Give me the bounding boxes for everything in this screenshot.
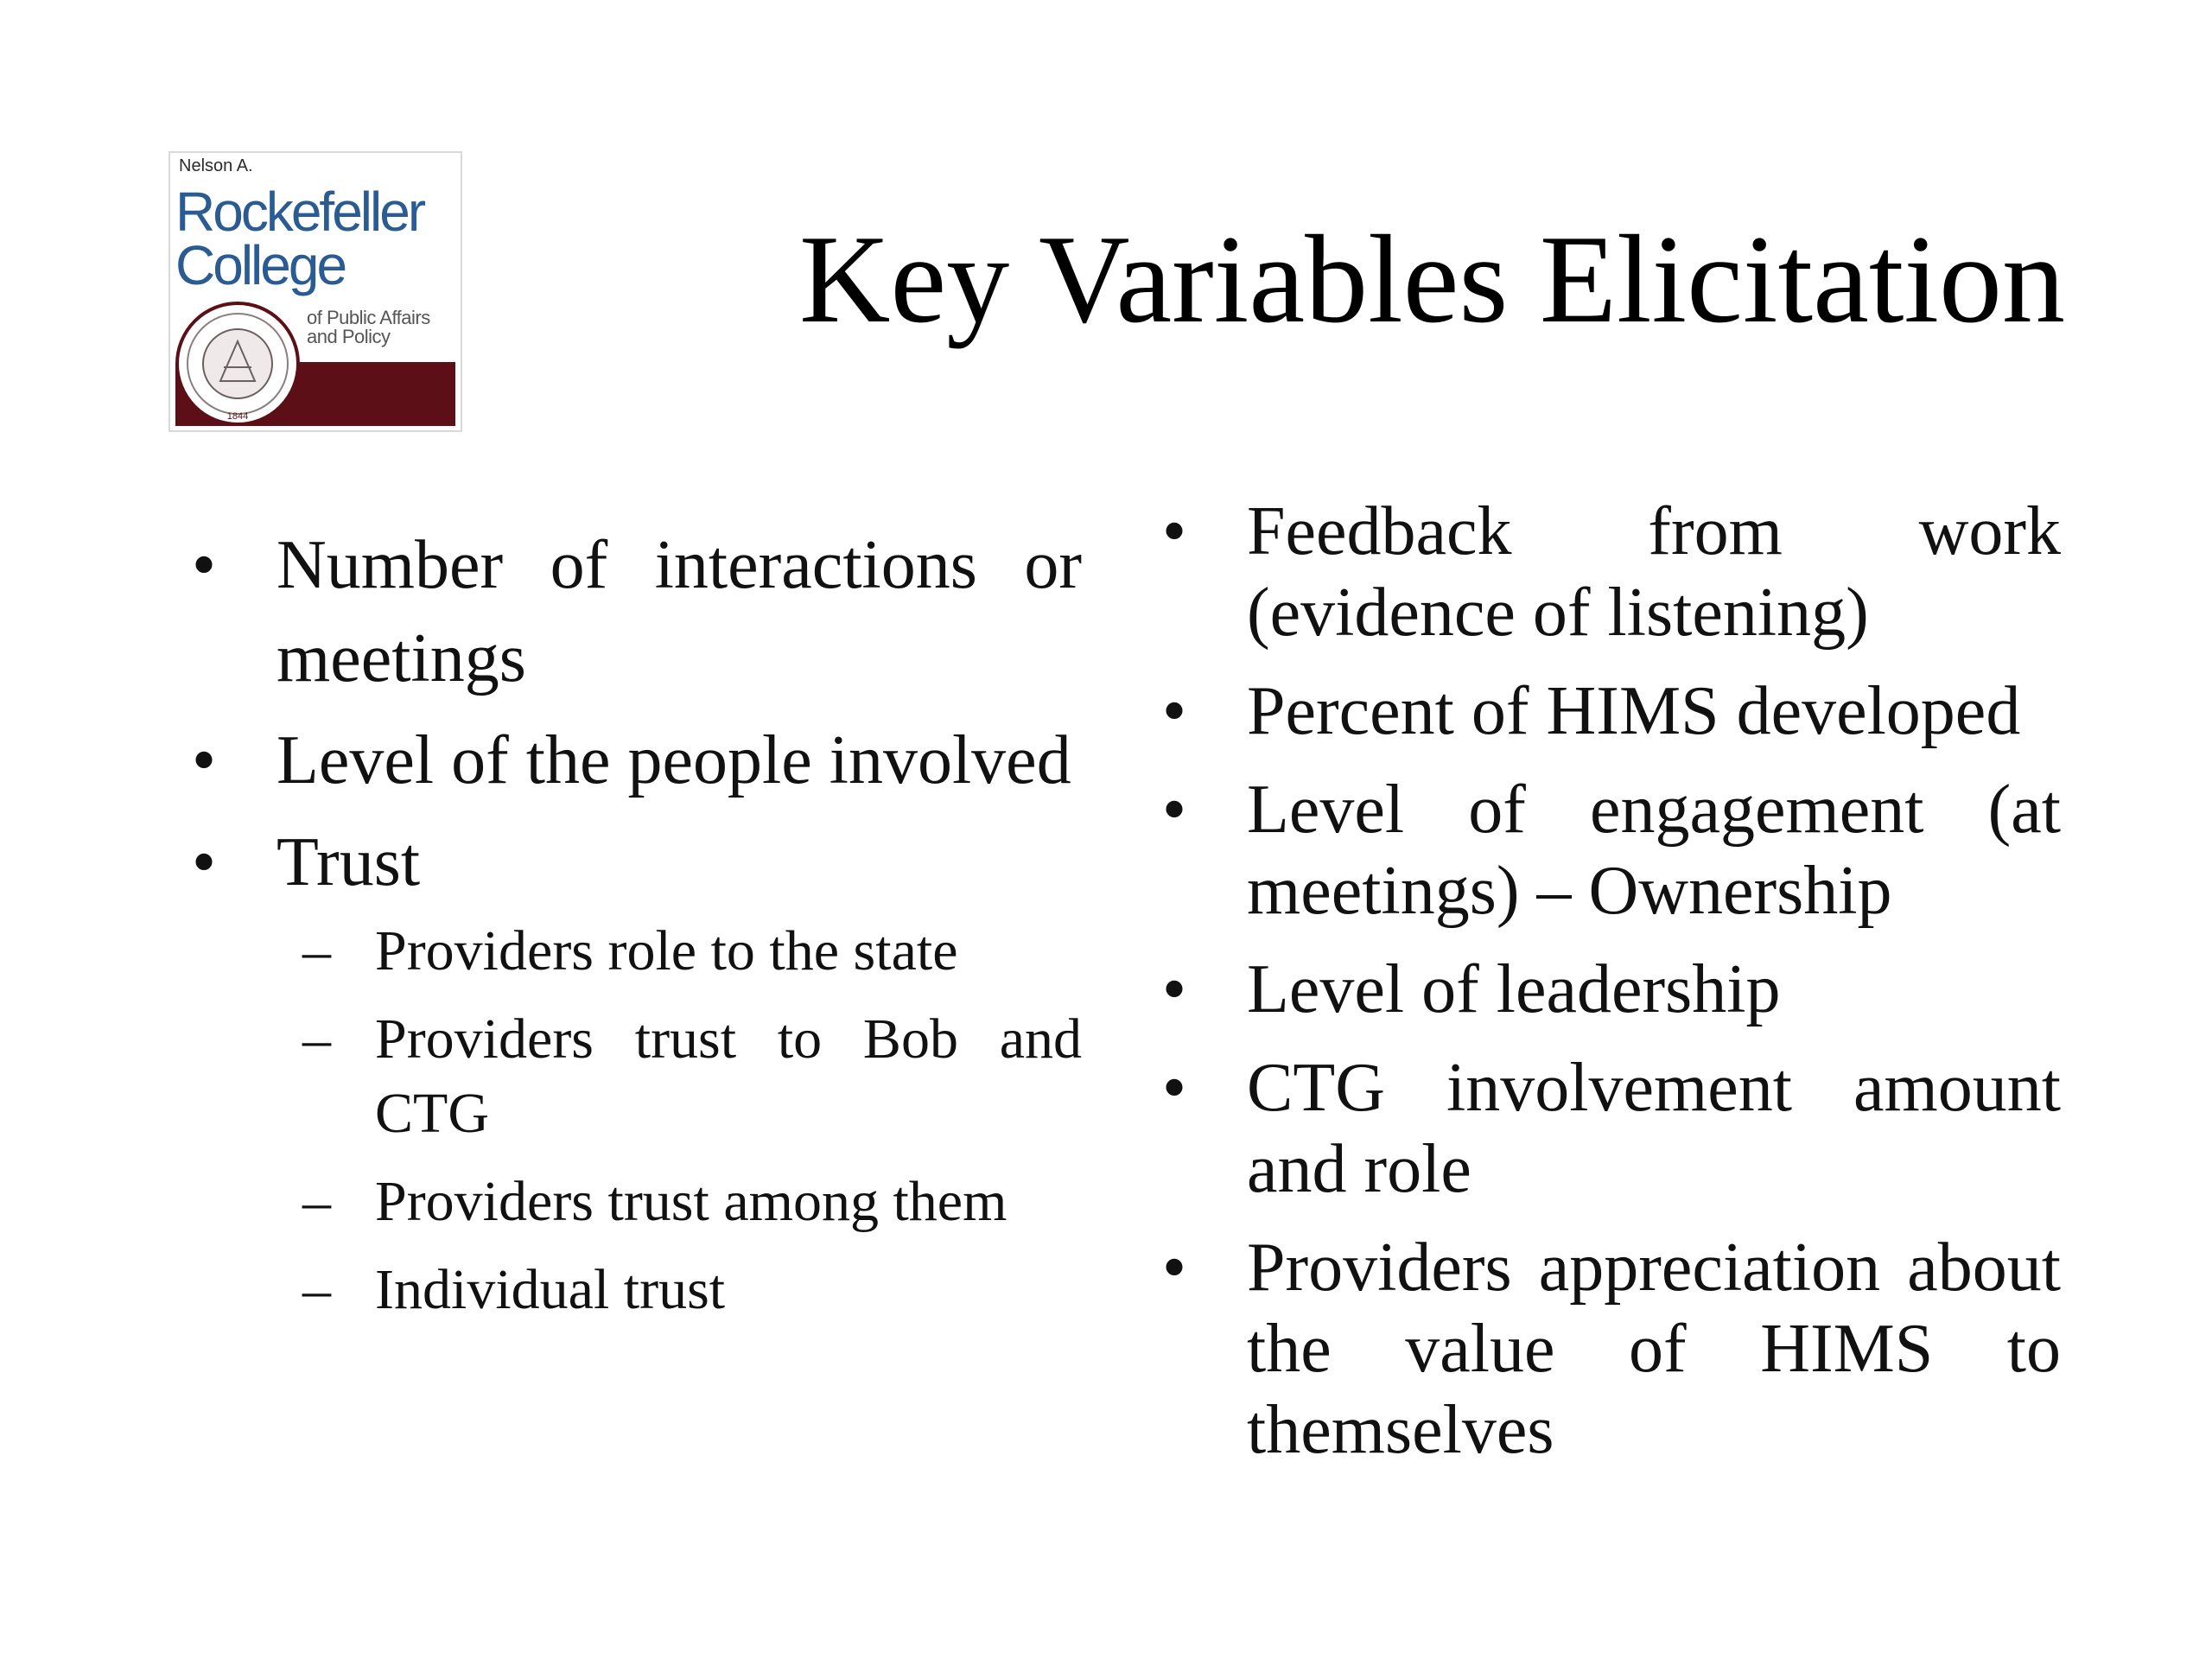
- logo-name-line1: Rockefeller: [175, 181, 424, 243]
- sub-bullet-item: [192, 1253, 1082, 1327]
- bullet-item: [1162, 671, 2061, 752]
- logo-name-line2: College: [175, 234, 346, 296]
- bullet-text: Number of interactions or meetings: [276, 527, 1082, 696]
- bullet-icon: •: [1162, 951, 1187, 1027]
- sub-bullet-list: [192, 914, 1082, 1327]
- bullet-icon: •: [1162, 1050, 1187, 1126]
- bullet-text: Level of engagement (at meetings) – Ownership: [1247, 772, 2061, 929]
- bullet-item: [192, 816, 1082, 1327]
- seal-year: 1844: [226, 411, 249, 422]
- bullet-item: [192, 714, 1082, 807]
- bullet-icon: •: [1162, 772, 1187, 848]
- bullet-item: [1162, 1047, 2061, 1210]
- sub-bullet-text: Individual trust: [375, 1258, 726, 1321]
- bullet-icon: •: [192, 722, 217, 798]
- college-logo: [168, 151, 462, 432]
- bullet-text: Feedback from work (evidence of listening): [1247, 493, 2061, 651]
- sub-bullet-item: [192, 914, 1082, 988]
- bullet-icon: •: [192, 527, 217, 603]
- sub-bullet-item: [192, 1165, 1082, 1239]
- bullet-text: Level of the people involved: [276, 722, 1071, 798]
- right-bullet-list: [1162, 491, 2061, 1488]
- bullet-item: [192, 518, 1082, 705]
- bullet-item: [1162, 769, 2061, 931]
- bullet-icon: •: [1162, 493, 1187, 569]
- sub-bullet-text: Providers trust to Bob and CTG: [375, 1007, 1082, 1145]
- dash-icon: –: [302, 1170, 331, 1233]
- bullet-icon: •: [1162, 673, 1187, 749]
- sub-bullet-item: [192, 1002, 1082, 1151]
- bullet-item: [1162, 949, 2061, 1030]
- bullet-item: [1162, 1227, 2061, 1471]
- logo-sub-name: of Public Affairs and Policy: [307, 307, 430, 347]
- bullet-text: Level of leadership: [1247, 951, 1781, 1027]
- sub-bullet-text: Providers role to the state: [375, 919, 958, 982]
- bullet-text: Percent of HIMS developed: [1247, 673, 2021, 749]
- bullet-text: Trust: [276, 824, 421, 900]
- slide-title: Key Variables Elicitation: [799, 209, 2065, 349]
- dash-icon: –: [302, 1007, 331, 1071]
- bullet-text: Providers appreciation about the value of HIMS to themselves: [1247, 1230, 2061, 1468]
- university-seal-icon: [174, 300, 302, 428]
- dash-icon: –: [302, 919, 331, 982]
- sub-bullet-text: Providers trust among them: [375, 1170, 1007, 1233]
- dash-icon: –: [302, 1258, 331, 1321]
- bullet-icon: •: [192, 824, 217, 900]
- bullet-item: [1162, 491, 2061, 653]
- logo-small-name: Nelson A.: [179, 156, 253, 175]
- left-bullet-list: [192, 518, 1082, 1341]
- bullet-text: CTG involvement amount and role: [1247, 1050, 2061, 1207]
- bullet-icon: •: [1162, 1230, 1187, 1306]
